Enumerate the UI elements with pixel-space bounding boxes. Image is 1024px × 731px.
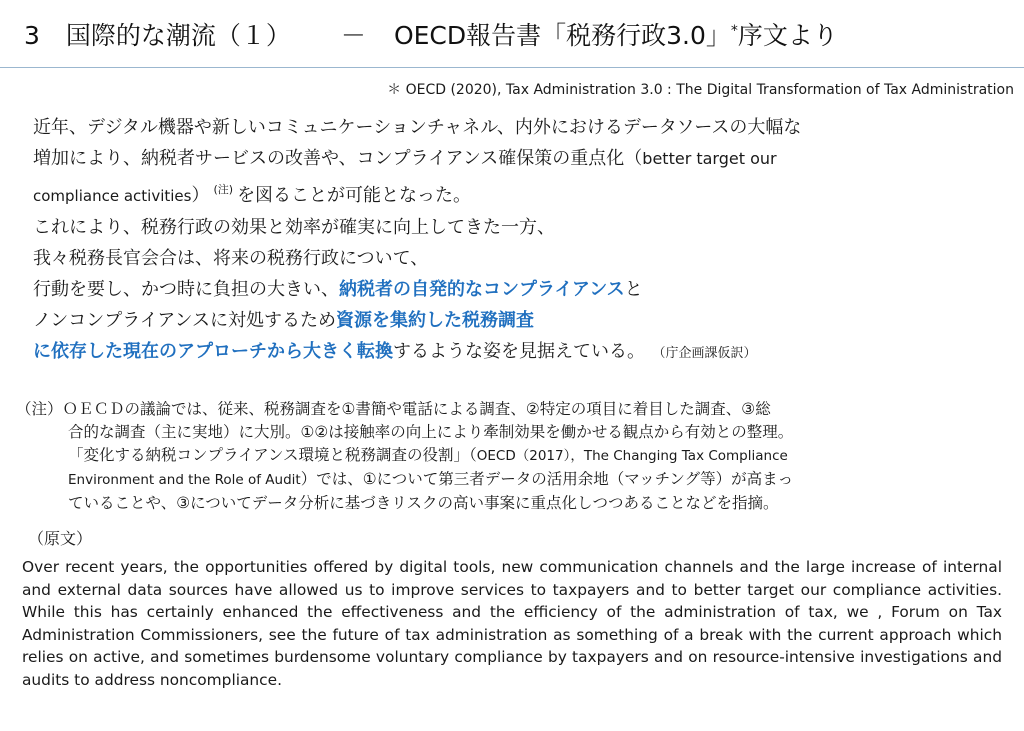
translation-credit: （庁企画課仮訳） <box>659 346 757 361</box>
lead-text: 増加により、納税者サービスの改善や、コンプライアンス確保策の重点化（ <box>33 148 643 169</box>
lead-line <box>33 143 1009 174</box>
source-citation: ＊ OECD (2020), Tax Administration 3.0 : The Digital Transformation of Tax Administration <box>387 82 1014 98</box>
lead-english-text: compliance activities <box>33 187 192 205</box>
lead-line <box>33 274 1009 305</box>
lead-line: 我々税務長官会合は、将来の税務行政について、 <box>33 248 429 269</box>
lead-line <box>33 305 1009 336</box>
original-heading: （原文） <box>28 529 93 548</box>
translation-block <box>33 112 1009 369</box>
note-english-text: OECD（2017），The Changing Tax Compliance <box>476 448 788 464</box>
title-main: 国際的な潮流（１） <box>65 21 291 50</box>
lead-line <box>33 336 1009 369</box>
note-line: （注）ＯＥＣＤの議論では、従来、税務調査を①書簡や電話による調査、②特定の項目に着目した調査、③総 <box>16 400 771 418</box>
highlight-text: 納税者の自発的なコンプライアンス <box>339 279 625 300</box>
lead-english-text: better target our <box>642 149 777 168</box>
lead-line: これにより、税務行政の効果と効率が確実に向上してきた一方、 <box>33 217 555 238</box>
note-text: 「変化する納税コンプライアンス環境と税務調査の役割」（ <box>68 446 477 464</box>
title-tail: 序文より <box>737 21 838 50</box>
lead-text: するような姿を見据えている。 <box>393 341 645 362</box>
title-report: OECD報告書「税務行政3.0」 <box>393 21 731 50</box>
note-text: ）では、①について第三者データの活用余地（マッチング等）が高まっ <box>300 470 794 488</box>
note-line <box>16 444 1006 468</box>
lead-line: 近年、デジタル機器や新しいコミュニケーションチャネル、内外におけるデータソースの大幅な <box>33 117 802 138</box>
footnote-block <box>16 398 1006 515</box>
note-english-text: Environment and the Role of Audit <box>68 472 301 488</box>
highlight-text: に依存した現在のアプローチから大きく転換 <box>33 341 393 362</box>
lead-text: ノンコンプライアンスに対処するため <box>33 310 336 331</box>
note-line <box>16 468 1006 492</box>
note-line: 合的な調査（主に実地）に大別。①②は接触率の向上により牽制効果を働かせる観点から有効との整理。 <box>68 423 794 441</box>
slide-title <box>24 14 1004 53</box>
footnote-marker: (注) <box>213 183 234 196</box>
note-line: ていることや、③についてデータ分析に基づきリスクの高い事案に重点化しつつあることなどを指摘。 <box>68 494 779 512</box>
lead-text: を図ることが可能となった。 <box>237 185 472 206</box>
lead-text: 行動を要し、かつ時に負担の大きい、 <box>33 279 339 300</box>
title-asterisk: * <box>730 23 738 39</box>
section-number: 3 <box>24 21 40 50</box>
original-english-paragraph: Over recent years, the opportunities offered by digital tools, new communication channels and the large increase of internal and external data sources have allowed us to improve services to taxpayers and to better target our compliance activities. While this has certainly enhanced the effectiveness and the efficiency of the administration of tax, we , Forum on Tax Administration Commissioners, see the future of tax administration as something of a break with the current approach which relies on active, and sometimes burdensome voluntary compliance by taxpayers and on resource-intensive investigations and audits to address noncompliance. <box>22 558 1002 689</box>
lead-text: と <box>624 279 643 300</box>
title-dash: － <box>340 21 366 50</box>
lead-text: ） <box>191 185 210 206</box>
highlight-text: 資源を集約した税務調査 <box>335 310 534 331</box>
title-divider <box>0 67 1024 68</box>
lead-line <box>33 174 1009 212</box>
